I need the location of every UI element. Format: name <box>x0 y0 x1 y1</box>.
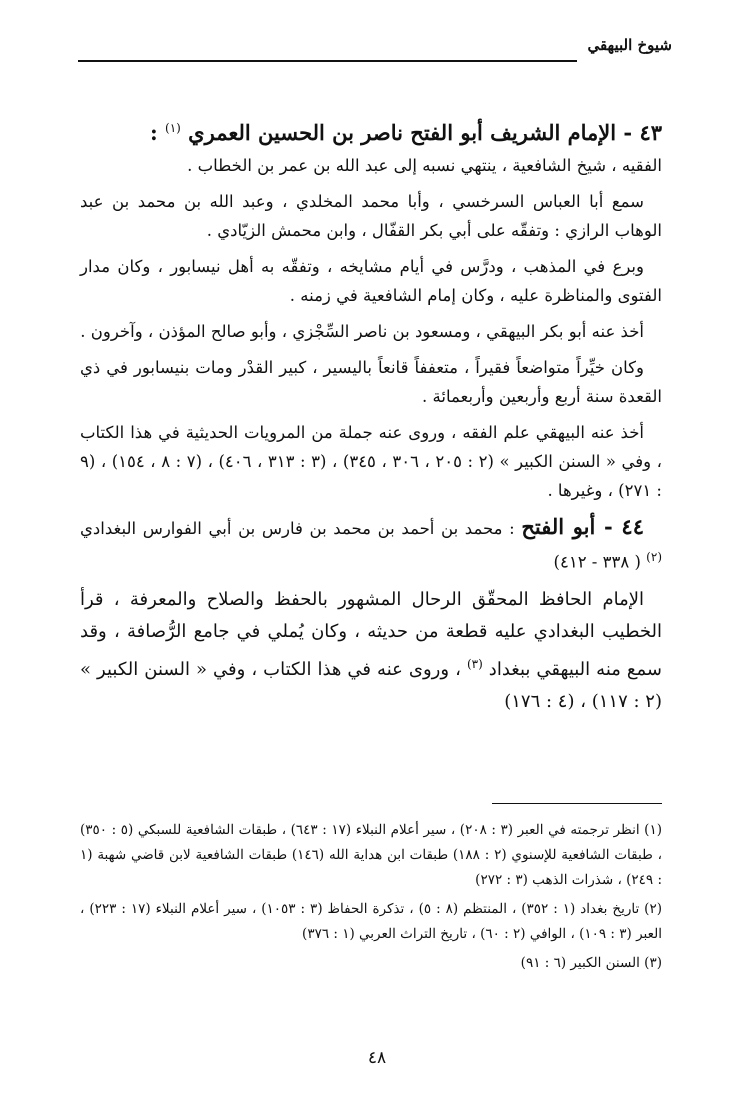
entry-43-paragraph: سمع أبا العباس السرخسي ، وأبا محمد المخلدي ، وعبد الله بن محمد بن عبد الوهاب الرازي : وتفقّه على أبي بكر القفّال ، وابن محمش الزيّادي . <box>80 192 662 240</box>
main-text <box>80 110 662 725</box>
header-title: شيوخ البيهقي <box>587 36 672 54</box>
running-header <box>78 34 672 64</box>
entry-44-paragraph <box>80 584 662 718</box>
entry-44-name: : محمد بن أحمد بن محمد بن فارس بن أبي الفوارس البغدادي <box>80 519 515 538</box>
entry-44-footnote-ref-3: (٣) <box>466 656 483 671</box>
entry-43-colon: : <box>149 120 158 145</box>
entry-43-heading <box>80 110 662 151</box>
entry-43-title: ٤٣ - الإمام الشريف أبو الفتح ناصر بن الحسين العمري <box>188 120 662 145</box>
footnotes <box>80 818 662 980</box>
entry-44-footnote-ref: (٢) <box>646 550 662 564</box>
entry-44-text-end: ، وروى عنه في هذا الكتاب ، وفي « السنن الكبير » (٢ : ١١٧) ، (٤ : ١٧٦) <box>80 658 662 712</box>
entry-43-paragraph: وبرع في المذهب ، ودرَّس في أيام مشايخه ، وتفقّه به أهل نيسابور ، وكان مدار الفتوى والمناظرة عليه ، وكان إمام الشافعية في زمنه . <box>80 257 662 305</box>
entry-44-text: الإمام الحافظ المحقّق الرحال المشهور بالحفظ والصلاح والمعرفة ، قرأ الخطيب البغدادي عليه قطعة من حديثه ، وكان يُملي في جامع الرُّصافة ، وقد سمع منه البيهقي ببغداد <box>80 588 662 680</box>
footnote-3: (٣) السنن الكبير (٦ : ٩١) <box>520 955 662 971</box>
header-rule <box>78 60 577 62</box>
entry-43-paragraph: وكان خيِّراً متواضعاً فقيراً ، متعففاً قانعاً باليسير ، كبير القدْر ومات بنيسابور في ذي القعدة سنة أربع وأربعين وأربعمائة . <box>80 358 662 406</box>
footnote-2: (٢) تاريخ بغداد (١ : ٣٥٢) ، المنتظم (٨ : ٥) ، تذكرة الحفاظ (٣ : ١٠٥٣) ، سير أعلام النبلاء (١٧ : ٢٢٣) ، العبر (٣ : ١٠٩) ، الوافي (٢ : ٦٠) ، تاريخ التراث العربي (١ : ٣٧٦) <box>80 901 662 942</box>
entry-43-paragraph: الفقيه ، شيخ الشافعية ، ينتهي نسبه إلى عبد الله بن عمر بن الخطاب . <box>187 156 662 175</box>
entry-43-paragraph: أخذ عنه البيهقي علم الفقه ، وروى عنه جملة من المرويات الحديثية في هذا الكتاب ، وفي « السنن الكبير » (٢ : ٢٠٥ ، ٣٠٦ ، ٣٤٥) ، (٣ : ٣١٣ ، ٤٠٦) ، (٧ : ٨ ، ١٥٤) ، (٩ : ٢٧١) ، وغيرها . <box>80 423 662 500</box>
entry-43-footnote-ref: (١) <box>165 121 181 135</box>
entry-44-dates: ( ٣٣٨ - ٤١٢) <box>553 552 641 572</box>
entry-44-title: ٤٤ - أبو الفتح <box>521 514 644 539</box>
entry-43-paragraph: أخذ عنه أبو بكر البيهقي ، ومسعود بن ناصر السِّجْزي ، وأبو صالح المؤذن ، وآخرون . <box>80 322 644 341</box>
footnote-1: (١) انظر ترجمته في العبر (٣ : ٢٠٨) ، سير أعلام النبلاء (١٧ : ٦٤٣) ، طبقات الشافعية للسبكي (٥ : ٣٥٠) ، طبقات الشافعية للإسنوي (٢ : ١٨٨) طبقات ابن هداية الله (١٤٦) طبقات الشافعية لابن قاضي شهبة (١ : ٢٤٩) ، شذرات الذهب (٣ : ٢٧٢) <box>80 822 662 888</box>
entry-44-heading <box>80 512 662 577</box>
page-number: ٤٨ <box>367 1048 387 1068</box>
footnote-separator <box>492 803 662 804</box>
